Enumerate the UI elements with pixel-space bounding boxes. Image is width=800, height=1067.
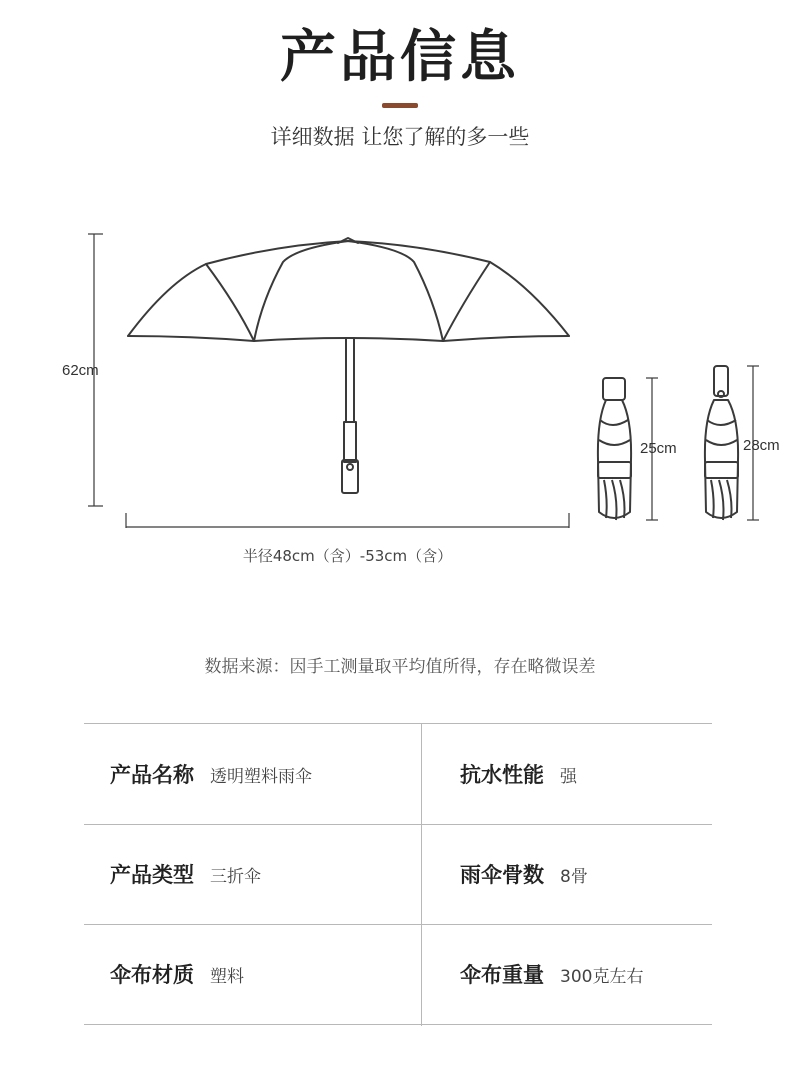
spec-table — [84, 723, 712, 1026]
open-umbrella-icon — [128, 238, 569, 493]
table-row — [84, 724, 712, 825]
page-subtitle: 详细数据 让您了解的多一些 — [270, 125, 530, 149]
spec-cell — [110, 824, 261, 924]
spec-value: 塑料 — [210, 966, 244, 987]
spec-label: 产品类型 — [110, 863, 194, 887]
spec-value: 三折伞 — [210, 866, 261, 887]
spec-label: 雨伞骨数 — [460, 863, 544, 887]
spec-value: 8骨 — [560, 866, 588, 887]
spec-cell — [460, 724, 577, 824]
measurement-note: 数据来源：因手工测量取平均值所得，存在略微误差 — [204, 657, 596, 677]
spec-cell — [110, 724, 312, 824]
radius-label: 半径48cm（含）-53cm（含） — [242, 547, 453, 565]
table-row — [84, 824, 712, 925]
radius-dimension-line — [126, 513, 569, 528]
folded-umbrella-short-icon — [598, 378, 631, 520]
spec-cell — [460, 924, 643, 1024]
height-label: 62cm — [62, 362, 99, 379]
spec-label: 产品名称 — [110, 763, 194, 787]
folded-long-label: 28cm — [743, 437, 780, 454]
page-title: 产品信息 — [280, 25, 520, 90]
spec-label: 伞布重量 — [460, 963, 544, 987]
spec-cell — [460, 824, 588, 924]
spec-value: 透明塑料雨伞 — [210, 766, 312, 787]
spec-cell — [110, 924, 244, 1024]
folded-umbrella-long-icon — [705, 366, 738, 520]
spec-label: 抗水性能 — [460, 763, 544, 787]
folded-short-label: 25cm — [640, 440, 677, 457]
table-row — [84, 924, 712, 1025]
spec-value: 300克左右 — [560, 966, 644, 987]
spec-label: 伞布材质 — [110, 963, 194, 987]
spec-value: 强 — [560, 766, 577, 787]
